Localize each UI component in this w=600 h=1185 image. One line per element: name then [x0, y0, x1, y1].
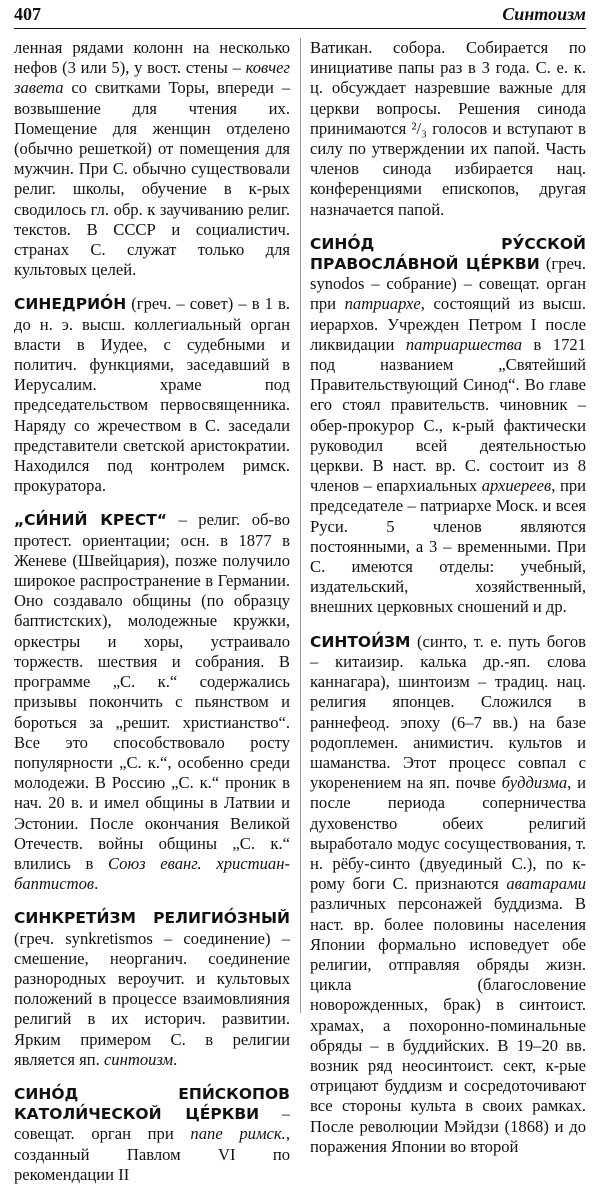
entry-text: (синто, т. е. путь богов – китаизир. калька др.-яп. слова каннагара), шинтоизм – традиц. нац. религия японцев. Сложился в раннефеод. эпоху (6–7 вв.) на базе родоплемен. анимистич. культов и шаманства. Этот процесс совпал с укоренением на яп. почве	[310, 631, 586, 793]
page-header	[14, 4, 586, 29]
entry-text: со свитками Торы, впереди – возвышение для чтения их. Помещение для женщин отделено (обычно решеткой) от помещения для мужчин. При С. обычно существовали религ. школы, обучение в к-рых сводилось гл. обр. к заучиванию религ. текстов. В СССР и социалистич. странах С. служат только для культовых целей.	[14, 78, 290, 280]
entry-text: , при председателе – патриархе Моск. и всея Руси. 5 членов являются постоянными, а 3 – временными. При С. имеются отделы: учебный, издательский, хозяйственный, внешних церковных сношений и др.	[310, 476, 587, 617]
dictionary-entry	[310, 632, 586, 1157]
running-title: Синтоизм	[502, 4, 586, 24]
entry-text: различных персонажей буддизма. В наст. вр. более половины населения Японии формально исповедует обе религии, отправляя обряды жизн. цикла (благословение новорожденных, брак) в синтоист. храмах, а похоронно-поминальные обряды – в буддийских. В 19–20 вв. возник ряд неосинтоист. сект, к-рые отрицают буддизм и сосредоточивают все стороны культа в своих рамках. После революции Мэйдзи (1868) и до поражения Японии во второй	[310, 894, 586, 1156]
italic-term: Союз еванг. христиан-баптистов	[14, 853, 290, 894]
dictionary-entry	[14, 1084, 290, 1185]
entry-headword: СИНО́Д РУ́ССКОЙ ПРАВОСЛА́ВНОЙ ЦЕ́РКВИ	[310, 234, 586, 274]
continued-text	[310, 38, 586, 220]
italic-term: буддизма	[501, 773, 568, 793]
entry-text: – совещат. орган при	[14, 1104, 290, 1144]
entry-text: .	[94, 874, 99, 894]
entry-headword: СИНО́Д ЕПИ́СКОПОВ КАТОЛИ́ЧЕСКОЙ ЦЕ́РКВИ	[14, 1084, 290, 1124]
entry-headword: СИНЕДРИО́Н	[14, 295, 127, 314]
italic-term: синтоизм	[103, 1049, 174, 1069]
italic-term: ковчег завета	[14, 58, 290, 98]
entry-text: Ватикан. собора. Собирается по инициативе папы раз в 3 года. С. е. к. ц. обсуждает назревшие важные для церкви вопросы. Решения синода принимаются ²/₃ голосов и вступают в силу по утверждении их папой. Часть членов синода избирается нац. конференциями епископов, другая назначается папой.	[310, 38, 586, 219]
entry-text: , и после периода соперничества духовенство обеих религий выработало модус сосуществования, т. н. рёбу-синто (двуединый С.), по к-рому боги С. признаются	[310, 773, 586, 894]
entry-headword: „СИ́НИЙ КРЕСТ“	[14, 511, 167, 530]
dictionary-entry	[14, 510, 290, 894]
entry-text: (греч. synkretismos – соединение) – смешение, неорганич. соединение разнородных вероучит. и культовых положений в процессе взаимовлияния религий в их историч. развитии. Ярким примером С. в религии является яп.	[14, 928, 290, 1069]
continued-text	[14, 38, 290, 280]
italic-term: папе римск.	[190, 1124, 286, 1144]
entry-text: , состоящий из высш. иерархов. Учрежден Петром I после ликвидации	[310, 294, 586, 354]
entry-text: – религ. об-во протест. ориентации; осн. в 1877 в Женеве (Швейцария), позже получило широкое распространение в Германии. Оно создавало общины (по образцу баптистских), молодежные кружки, оркестры и хоры, устраивало торжеств. шествия и собрания. В программе „С. к.“ содержались призывы покончить с пьянством и бороться за „решит. христианство“. Все это способствовало росту популярности „С. к.“, особенно среди молодежи. В Россию „С. к.“ проник в нач. 20 в. и имел общины в Латвии и Эстонии. После окончания Великой Отечеств. войны общины „С. к.“ влились в	[14, 510, 290, 873]
italic-term: патриаршества	[405, 334, 523, 354]
right-column	[310, 38, 586, 1157]
entry-headword: СИНТОИ́ЗМ	[310, 632, 411, 651]
entry-text: в 1721 под названием „Святейший Правительствующий Синод“. Во главе его стоял правительств. чиновник – обер-прокурор С., к-рый фактически руководил всей деятельностью церкви. В наст. вр. С. состоит из 8 членов – епархиальных	[310, 334, 586, 496]
entry-text: (греч. – совет) – в 1 в. до н. э. высш. коллегиальный орган власти в Иудее, с судебными и политич. функциями, заседавший в Иерусалим. храме под председательством первосвященника. Наряду со жречеством в С. заседали представители светской аристократии. Находился под контролем римск. прокуратора.	[14, 294, 290, 496]
dictionary-entry	[310, 234, 586, 618]
left-column	[14, 38, 290, 1185]
italic-term: архиереев	[481, 476, 552, 496]
italic-term: патриархе	[344, 294, 421, 314]
column-divider	[300, 38, 301, 1013]
dictionary-entry	[14, 294, 290, 496]
entry-text: ленная рядами колонн на несколько нефов (3 или 5), у вост. стены –	[14, 38, 290, 78]
entry-text: , созданный Павлом VI по рекомендации II	[14, 1124, 290, 1184]
entry-text: (греч. synodos – собрание) – совещат. орган при	[310, 254, 586, 314]
entry-headword: СИНКРЕТИ́ЗМ РЕЛИГИО́ЗНЫЙ	[14, 909, 290, 928]
italic-term: аватарами	[506, 874, 586, 894]
entry-text: .	[173, 1049, 178, 1069]
page-number: 407	[14, 4, 41, 24]
dictionary-entry	[14, 908, 290, 1070]
